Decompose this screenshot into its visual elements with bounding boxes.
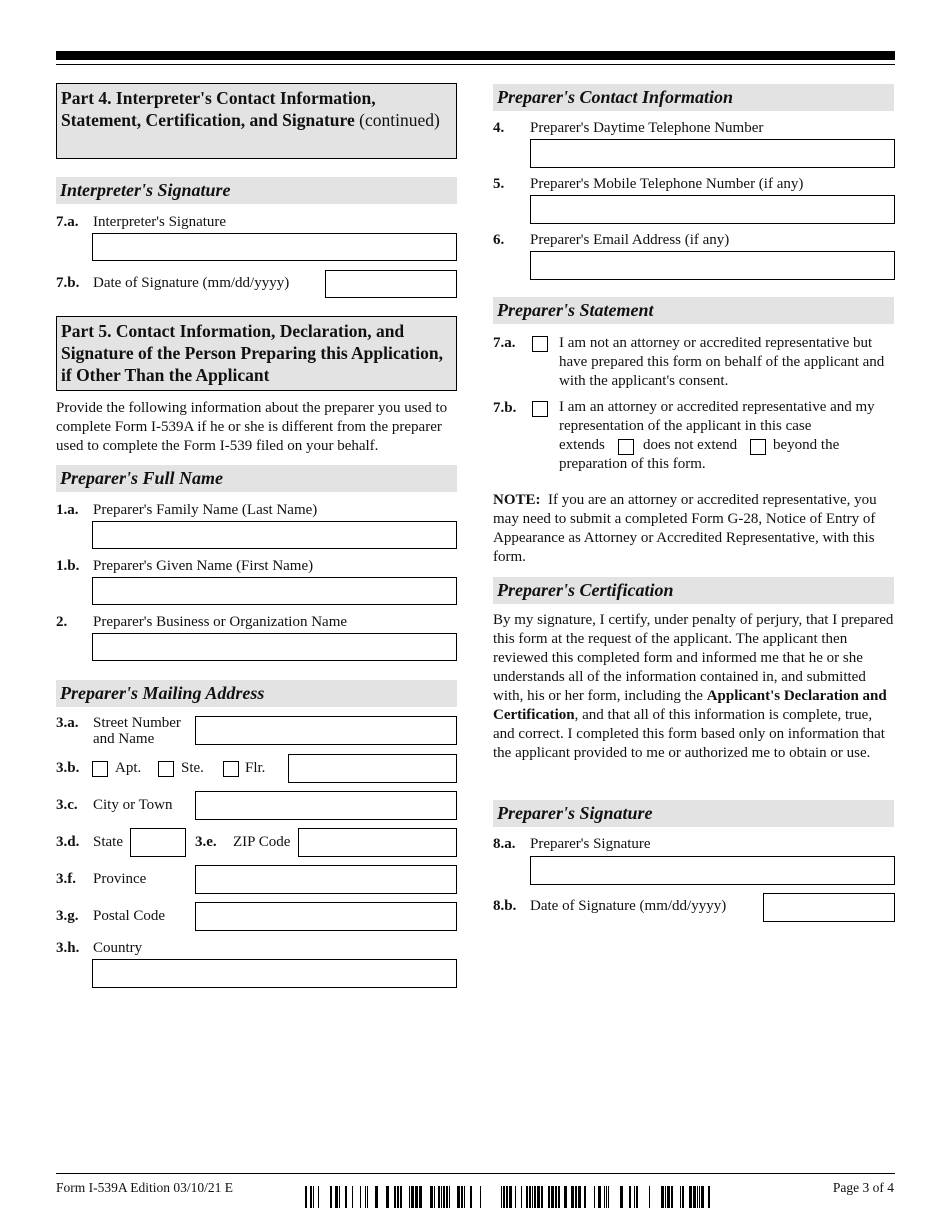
barcode-bar: [532, 1186, 533, 1208]
daytime-phone-field[interactable]: [530, 139, 895, 168]
barcode-bar: [449, 1186, 450, 1208]
q3h-number: 3.h.: [56, 940, 80, 956]
top-rule-thin: [56, 64, 895, 65]
extends-label: extends: [559, 437, 605, 453]
barcode-bar: [598, 1186, 601, 1208]
certification-text: [493, 611, 895, 763]
mobile-phone-field[interactable]: [530, 195, 895, 224]
q1b-number: 1.b.: [56, 558, 80, 574]
barcode-bar: [555, 1186, 557, 1208]
extends-checkbox[interactable]: [618, 439, 634, 455]
q7b-label: Date of Signature (mm/dd/yyyy): [93, 275, 290, 291]
barcode-bar: [534, 1186, 536, 1208]
email-field[interactable]: [530, 251, 895, 280]
flr-label: Flr.: [245, 760, 266, 776]
barcode-bar: [506, 1186, 508, 1208]
q5-number: 5.: [493, 176, 505, 192]
certification-text-2: , and that all of this information is complete, true, and correct. I completed this form based only on information that the applicant provided to me or authorized me to obtain or use.: [493, 707, 885, 761]
part4-title: Part 4. Interpreter's Contact Information, Statement, Certification, and Signature: [61, 88, 376, 130]
barcode-bar: [360, 1186, 361, 1208]
part5-intro: Provide the following information about the preparer you used to complete Form I-539A if he or she is different from the preparer used to complete the Form I-539 filed on your behalf.: [56, 400, 448, 454]
barcode-bar: [461, 1186, 463, 1208]
not-attorney-checkbox[interactable]: [532, 336, 548, 352]
q2-number: 2.: [56, 614, 68, 630]
q3g-label: Postal Code: [93, 908, 166, 924]
barcode-bar: [470, 1186, 472, 1208]
barcode-bar: [503, 1186, 505, 1208]
certification-bold: Applicant's Declaration and Certification: [493, 688, 887, 723]
q8a-label: Preparer's Signature: [530, 836, 651, 852]
note-text: If you are an attorney or accredited representative, you may need to submit a completed Form G-28, Notice of Entry of Appearance as Attorney or Accredited Representative, with this form.: [493, 492, 877, 565]
q7a-number: 7.a.: [56, 214, 79, 230]
apt-label: Apt.: [115, 760, 142, 776]
city-field[interactable]: [195, 791, 457, 820]
preparer-signature-field[interactable]: [530, 856, 895, 885]
barcode-bar: [430, 1186, 433, 1208]
barcode-bar: [636, 1186, 638, 1208]
statement-q7a-number: 7.a.: [493, 335, 516, 351]
statement-q7b-number: 7.b.: [493, 400, 517, 416]
beyond-label: beyond the: [773, 437, 840, 453]
barcode-bar: [634, 1186, 635, 1208]
q3a-label: [93, 715, 181, 747]
statement-q7b-line1: I am an attorney or accredited representative and my: [559, 399, 875, 415]
barcode-icon: [305, 1186, 711, 1208]
certification-text-1: By my signature, I certify, under penalty of perjury, that I prepared this form at the request of the applicant. The applicant then reviewed this completed form and informed me that he or she understands all of the information contained in, and submitted with, his or her form, including the: [493, 612, 894, 704]
barcode-bar: [318, 1186, 319, 1208]
q6-label: Preparer's Email Address (if any): [530, 232, 730, 248]
q3e-number: 3.e.: [195, 834, 217, 850]
family-name-field[interactable]: [92, 521, 457, 549]
barcode-bar: [339, 1186, 340, 1208]
preparer-signature-heading: Preparer's Signature: [493, 800, 894, 827]
q2-label: Preparer's Business or Organization Name: [93, 614, 348, 630]
contact-info-heading: Preparer's Contact Information: [493, 84, 894, 111]
barcode-bar: [606, 1186, 607, 1208]
barcode-bar: [375, 1186, 378, 1208]
barcode-bar: [571, 1186, 574, 1208]
barcode-bar: [394, 1186, 396, 1208]
barcode-bar: [526, 1186, 528, 1208]
barcode-bar: [665, 1186, 666, 1208]
q3c-number: 3.c.: [56, 797, 78, 813]
state-field[interactable]: [130, 828, 186, 857]
barcode-bar: [501, 1186, 502, 1208]
zip-field[interactable]: [298, 828, 457, 857]
q8b-label: Date of Signature (mm/dd/yyyy): [530, 898, 727, 914]
form-edition: Form I-539A Edition 03/10/21 E: [56, 1180, 233, 1195]
q3a-number: 3.a.: [56, 715, 79, 731]
barcode-bar: [457, 1186, 460, 1208]
barcode-bar: [345, 1186, 347, 1208]
q3h-label: Country: [93, 940, 143, 956]
barcode-bar: [365, 1186, 366, 1208]
barcode-bar: [667, 1186, 670, 1208]
interpreter-signature-date-field[interactable]: [325, 270, 457, 298]
preparer-signature-date-field[interactable]: [763, 893, 895, 922]
does-not-extend-checkbox[interactable]: [750, 439, 766, 455]
barcode-bar: [594, 1186, 595, 1208]
barcode-bar: [446, 1186, 448, 1208]
barcode-bar: [434, 1186, 435, 1208]
q3a-label-line1: Street Number: [93, 715, 181, 731]
q3b-number: 3.b.: [56, 760, 80, 776]
barcode-bar: [604, 1186, 605, 1208]
q3d-label: State: [93, 834, 123, 850]
q3a-label-line2: and Name: [93, 731, 155, 747]
barcode-bar: [367, 1186, 368, 1208]
barcode-bar: [680, 1186, 681, 1208]
barcode-bar: [335, 1186, 338, 1208]
barcode-bar: [649, 1186, 650, 1208]
barcode-bar: [699, 1186, 700, 1208]
barcode-bar: [551, 1186, 554, 1208]
part5-header: Part 5. Contact Information, Declaration, and Signature of the Person Preparing this Application, if Other Than the Applicant: [56, 316, 457, 391]
barcode-bar: [548, 1186, 550, 1208]
q8a-number: 8.a.: [493, 836, 516, 852]
top-rule-thick: [56, 51, 895, 60]
barcode-bar: [671, 1186, 673, 1208]
barcode-bar: [411, 1186, 414, 1208]
q1a-label: Preparer's Family Name (Last Name): [93, 502, 318, 518]
q1a-number: 1.a.: [56, 502, 79, 518]
barcode-bar: [629, 1186, 631, 1208]
postal-code-field[interactable]: [195, 902, 457, 931]
barcode-bar: [558, 1186, 560, 1208]
barcode-bar: [509, 1186, 512, 1208]
barcode-bar: [409, 1186, 410, 1208]
interpreter-signature-heading: Interpreter's Signature: [56, 177, 457, 204]
given-name-field[interactable]: [92, 577, 457, 605]
interpreter-signature-field[interactable]: [92, 233, 457, 261]
barcode-bar: [708, 1186, 710, 1208]
barcode-bar: [397, 1186, 399, 1208]
q5-label: Preparer's Mobile Telephone Number (if any): [530, 176, 804, 192]
flr-checkbox[interactable]: [223, 761, 239, 777]
q3f-label: Province: [93, 871, 147, 887]
q4-label: Preparer's Daytime Telephone Number: [530, 120, 764, 136]
apt-checkbox[interactable]: [92, 761, 108, 777]
footer-rule: [56, 1173, 895, 1174]
part4-header: [56, 83, 457, 159]
certification-heading: Preparer's Certification: [493, 577, 894, 604]
barcode-bar: [352, 1186, 353, 1208]
q6-number: 6.: [493, 232, 505, 248]
street-field[interactable]: [195, 716, 457, 745]
unit-number-field[interactable]: [288, 754, 457, 783]
barcode-bar: [661, 1186, 664, 1208]
barcode-bar: [330, 1186, 332, 1208]
barcode-bar: [608, 1186, 609, 1208]
ste-checkbox[interactable]: [158, 761, 174, 777]
note-label: NOTE:: [493, 492, 541, 508]
barcode-bar: [541, 1186, 543, 1208]
barcode-bar: [310, 1186, 312, 1208]
barcode-bar: [441, 1186, 442, 1208]
country-field[interactable]: [92, 959, 457, 988]
barcode-bar: [701, 1186, 704, 1208]
barcode-bar: [521, 1186, 522, 1208]
q4-number: 4.: [493, 120, 505, 136]
barcode-bar: [438, 1186, 440, 1208]
barcode-bar: [537, 1186, 540, 1208]
barcode-bar: [415, 1186, 418, 1208]
barcode-bar: [419, 1186, 422, 1208]
barcode-bar: [313, 1186, 314, 1208]
q3d-number: 3.d.: [56, 834, 80, 850]
statement-q7b-line4: preparation of this form.: [559, 456, 706, 472]
province-field[interactable]: [195, 865, 457, 894]
barcode-bar: [575, 1186, 577, 1208]
q3f-number: 3.f.: [56, 871, 76, 887]
barcode-bar: [564, 1186, 567, 1208]
barcode-bar: [386, 1186, 389, 1208]
mailing-address-heading: Preparer's Mailing Address: [56, 680, 457, 707]
barcode-bar: [693, 1186, 696, 1208]
barcode-bar: [305, 1186, 307, 1208]
barcode-bar: [682, 1186, 684, 1208]
barcode-bar: [529, 1186, 531, 1208]
statement-q7a-text: I am not an attorney or accredited representative but have prepared this form on behalf of the applicant and with the applicant's consent.: [559, 335, 885, 389]
note-paragraph: [493, 491, 895, 567]
barcode-bar: [578, 1186, 581, 1208]
statement-heading: Preparer's Statement: [493, 297, 894, 324]
q3g-number: 3.g.: [56, 908, 79, 924]
barcode-bar: [620, 1186, 623, 1208]
barcode-bar: [443, 1186, 445, 1208]
q3c-label: City or Town: [93, 797, 173, 813]
attorney-checkbox[interactable]: [532, 401, 548, 417]
page-number: Page 3 of 4: [832, 1180, 894, 1195]
q8b-number: 8.b.: [493, 898, 517, 914]
q7a-label: Interpreter's Signature: [93, 214, 227, 230]
q7b-number: 7.b.: [56, 275, 80, 291]
barcode-bar: [689, 1186, 692, 1208]
ste-label: Ste.: [181, 760, 204, 776]
barcode-bar: [697, 1186, 698, 1208]
q1b-label: Preparer's Given Name (First Name): [93, 558, 314, 574]
barcode-bar: [515, 1186, 516, 1208]
part4-continued: (continued): [359, 110, 440, 130]
barcode-bar: [464, 1186, 465, 1208]
barcode-bar: [584, 1186, 586, 1208]
full-name-heading: Preparer's Full Name: [56, 465, 457, 492]
statement-q7b-line2: representation of the applicant in this case: [559, 418, 812, 434]
does-not-extend-label: does not extend: [643, 437, 738, 453]
q3e-label: ZIP Code: [233, 834, 291, 850]
barcode-bar: [480, 1186, 481, 1208]
barcode-bar: [400, 1186, 402, 1208]
business-name-field[interactable]: [92, 633, 457, 661]
